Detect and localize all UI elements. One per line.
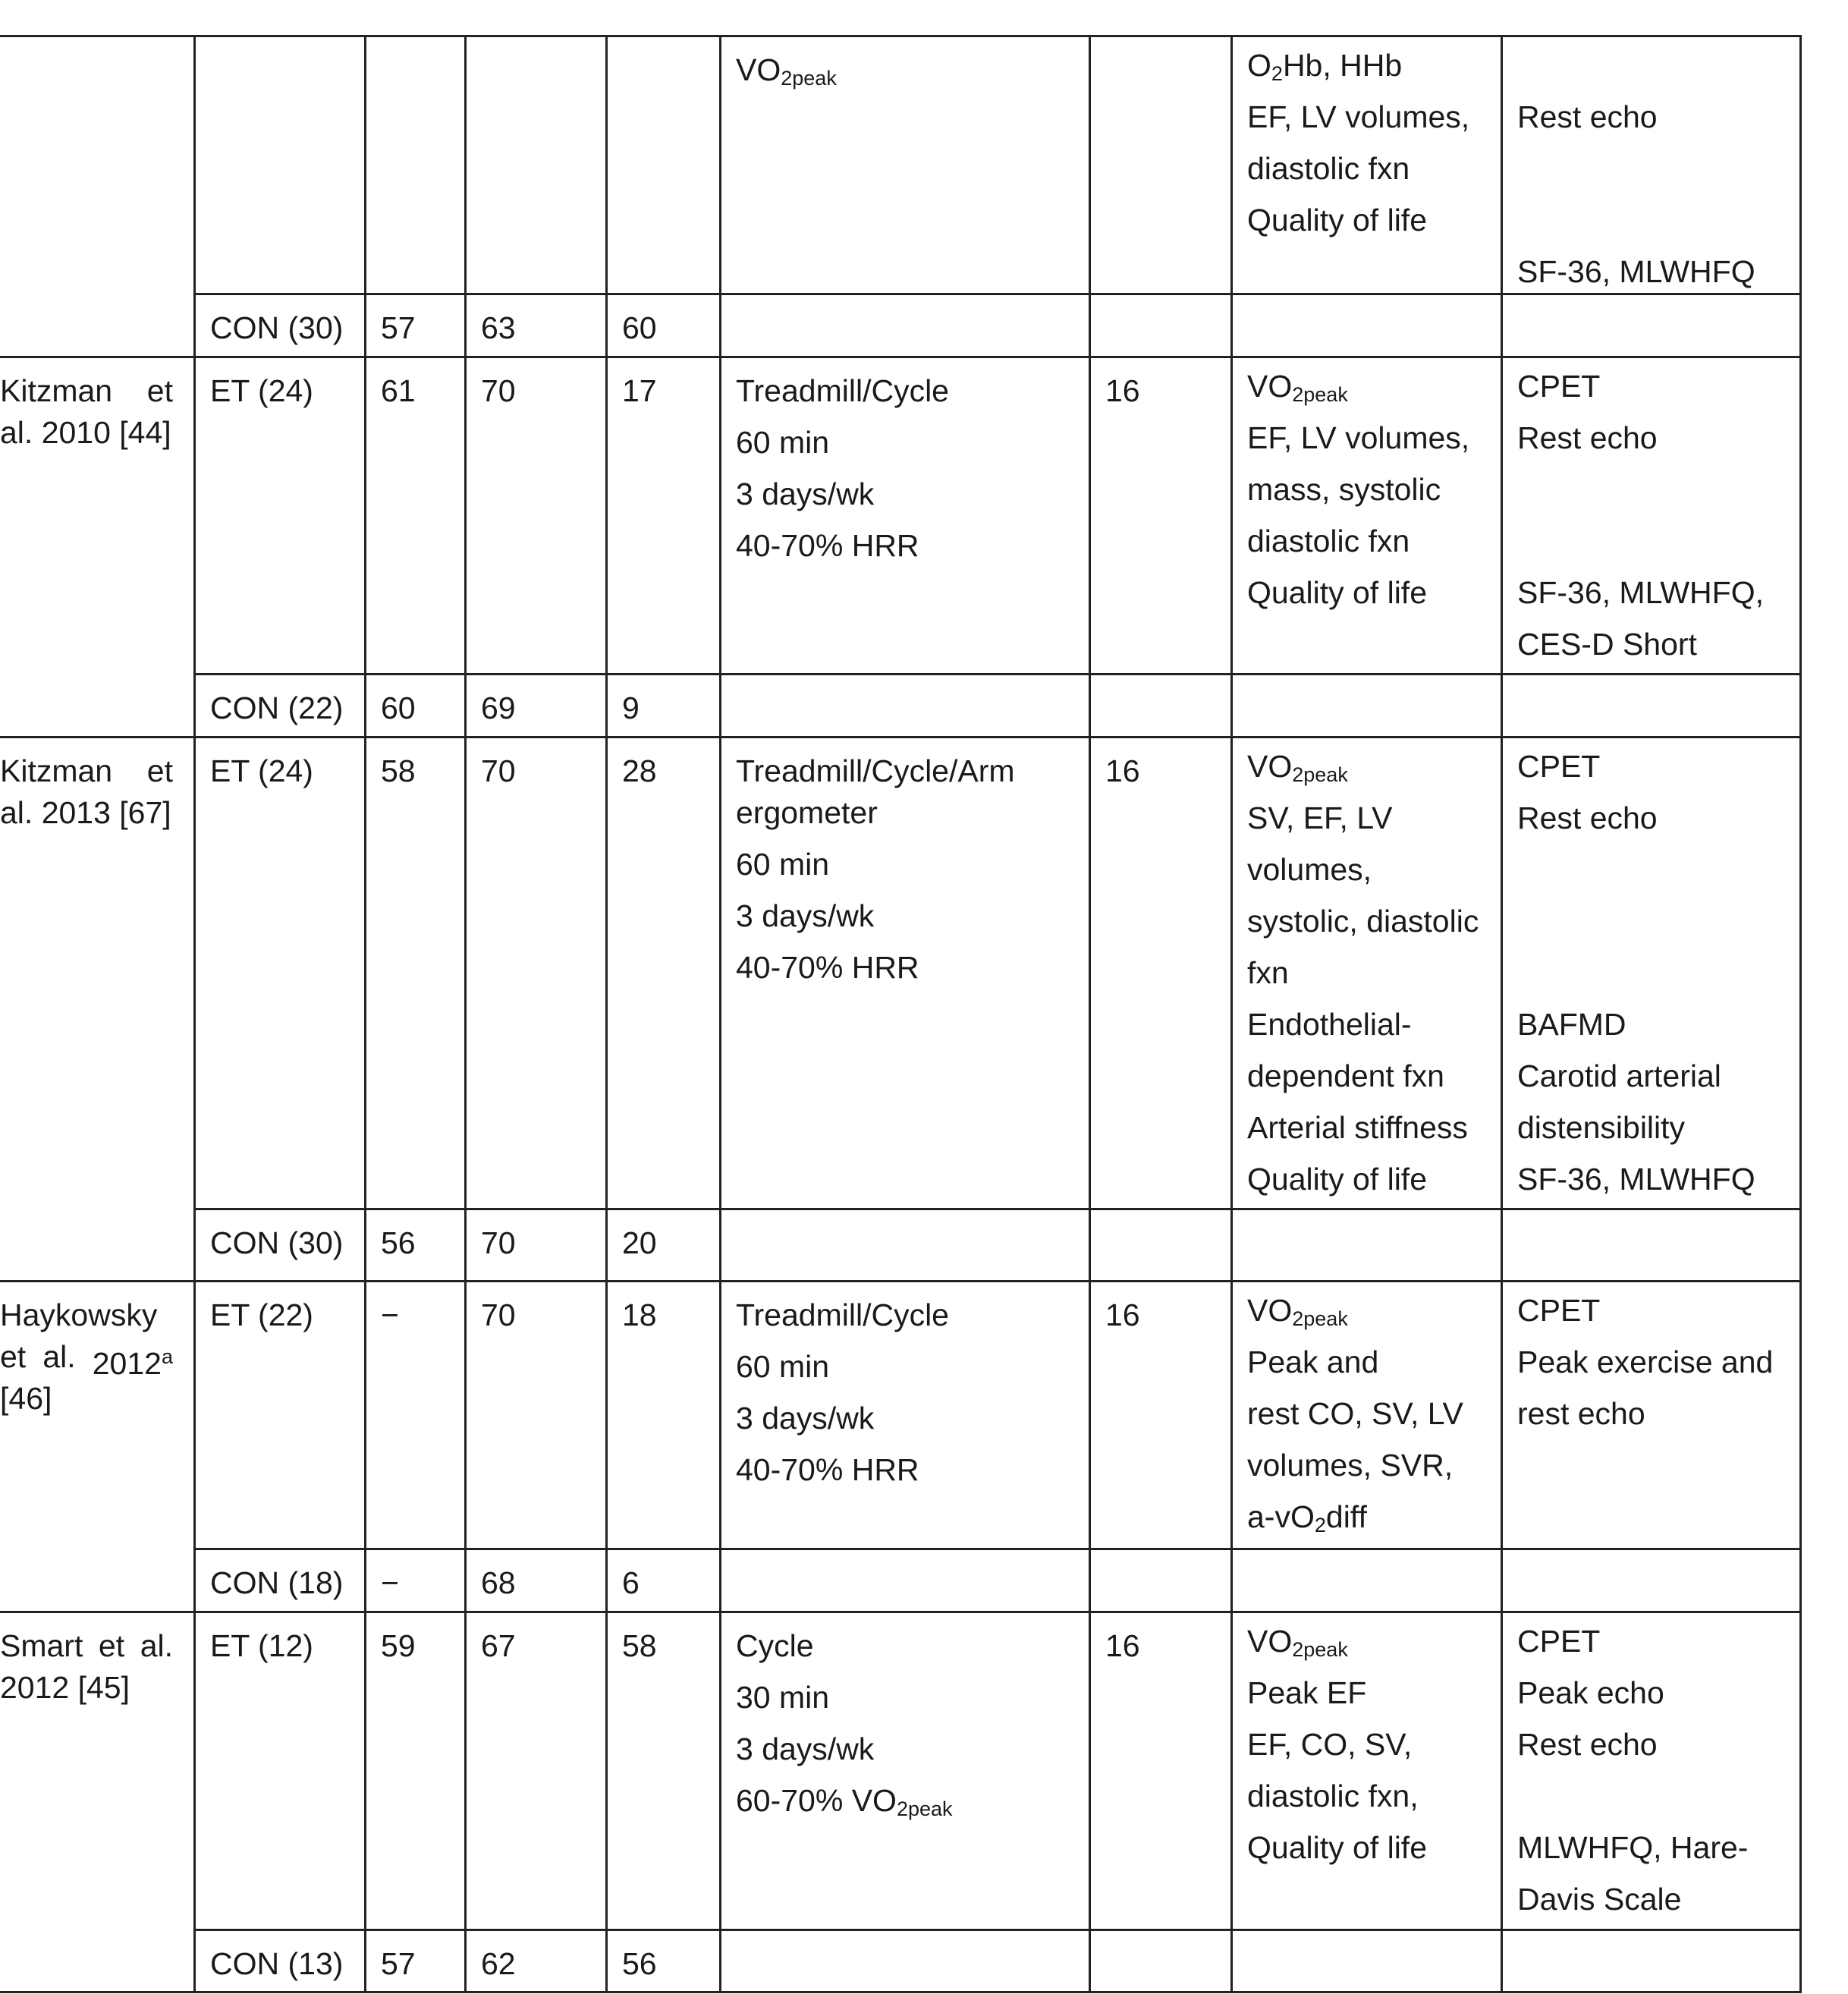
column-divider <box>1799 35 1802 1993</box>
female-percent-cell <box>481 1557 516 1609</box>
protocol-cell <box>736 1620 953 1826</box>
outcome-line <box>1247 567 1469 618</box>
count-cell <box>622 1217 657 1269</box>
column-divider <box>719 35 721 1993</box>
method-line <box>1517 1770 1748 1822</box>
female-percent-cell <box>481 365 516 417</box>
study-text: et <box>146 753 173 788</box>
study-cell <box>0 1289 173 1414</box>
female-percent-cell <box>481 1217 516 1269</box>
outcome-line <box>1247 1770 1427 1822</box>
group-cell <box>210 365 313 417</box>
group-value: ET (12) <box>210 1628 313 1663</box>
count-value: 17 <box>622 373 657 408</box>
study-text: al. <box>42 1339 76 1374</box>
text-run: diastolic fxn, <box>1247 1779 1419 1813</box>
outcome-line <box>1247 194 1469 246</box>
text-run: Quality of life <box>1247 203 1427 237</box>
text-run: dependent fxn <box>1247 1058 1444 1093</box>
methods-cell <box>1517 1285 1773 1439</box>
outcome-line <box>1247 1439 1463 1491</box>
text-run: mass, systolic <box>1247 472 1441 507</box>
outcome-line <box>1247 999 1479 1050</box>
method-line: CES-D Short <box>1517 627 1697 662</box>
female-percent-cell <box>481 1938 516 1989</box>
method-line <box>1517 515 1764 567</box>
count-cell <box>622 682 640 734</box>
study-text: et <box>0 1339 27 1374</box>
female-percent-value: 62 <box>481 1946 516 1981</box>
outcome-line <box>1247 412 1469 464</box>
duration-cell <box>1105 1620 1140 1672</box>
table-top-rule <box>0 35 1802 37</box>
female-percent-cell <box>481 1620 516 1672</box>
study-text: Kitzman <box>0 753 113 788</box>
age-value: − <box>381 1297 399 1332</box>
column-divider <box>193 35 196 1993</box>
protocol-line: Treadmill/Cycle <box>736 373 949 408</box>
female-percent-value: 69 <box>481 690 516 725</box>
methods-cell <box>1517 1615 1748 1925</box>
study-line <box>0 1289 173 1331</box>
study-text-group <box>147 745 173 787</box>
text-run: Peak and <box>1247 1345 1379 1379</box>
text-run: Peak EF <box>1247 1675 1367 1710</box>
group-value: CON (22) <box>210 690 344 725</box>
protocol-line <box>736 44 837 96</box>
study-line <box>0 365 173 407</box>
female-percent-value: 68 <box>481 1565 516 1600</box>
count-value: 6 <box>622 1565 640 1600</box>
age-cell <box>381 1217 416 1269</box>
row-divider <box>193 673 1802 675</box>
count-value: 28 <box>622 753 657 788</box>
study-line <box>0 1331 173 1381</box>
study-text: Smart <box>0 1628 83 1663</box>
method-line: SF-36, MLWHFQ <box>1517 254 1755 289</box>
outcome-line <box>1247 515 1469 567</box>
group-value: CON (30) <box>210 1225 344 1260</box>
study-line <box>0 745 173 787</box>
group-cell <box>210 745 313 797</box>
protocol-cell <box>736 1289 949 1496</box>
count-cell <box>622 1620 657 1672</box>
age-cell <box>381 1620 416 1672</box>
study-text: Kitzman <box>0 373 113 408</box>
text-run: 60-70% VO <box>736 1783 897 1818</box>
text-run: systolic, diastolic <box>1247 904 1479 939</box>
text-run: Quality of life <box>1247 1162 1427 1197</box>
method-line: Rest echo <box>1517 99 1658 134</box>
outcome-line <box>1247 1615 1427 1667</box>
protocol-line: 3 days/wk <box>736 1731 875 1766</box>
outcome-line <box>1247 143 1469 194</box>
age-cell <box>381 1557 399 1609</box>
method-line: rest echo <box>1517 1396 1645 1431</box>
method-line: MLWHFQ, Hare- <box>1517 1830 1749 1865</box>
method-line: Peak exercise and <box>1517 1345 1774 1379</box>
study-divider <box>0 1611 1802 1613</box>
outcome-line <box>1247 1719 1427 1770</box>
text-run: fxn <box>1247 955 1289 990</box>
protocol-line: 40-70% HRR <box>736 1452 919 1487</box>
age-cell <box>381 1289 399 1341</box>
method-line <box>1517 844 1755 895</box>
age-value: 61 <box>381 373 416 408</box>
age-cell <box>381 682 416 734</box>
study-text: al. 2013 [67] <box>0 795 171 830</box>
count-cell <box>622 302 657 354</box>
study-cell <box>0 745 173 829</box>
study-text: [46] <box>0 1381 52 1416</box>
outcome-line <box>1247 464 1469 515</box>
protocol-cell <box>736 44 837 96</box>
methods-cell <box>1517 39 1755 297</box>
method-line: Rest echo <box>1517 1727 1658 1762</box>
protocol-line: 3 days/wk <box>736 898 875 933</box>
methods-cell <box>1517 360 1764 670</box>
study-text-group <box>140 1620 173 1662</box>
count-value: 58 <box>622 1628 657 1663</box>
text-run: Endothelial- <box>1247 1007 1412 1042</box>
study-divider <box>0 736 1802 738</box>
age-value: 56 <box>381 1225 416 1260</box>
protocol-line <box>736 1775 953 1826</box>
row-divider <box>193 1929 1802 1931</box>
outcome-line <box>1247 792 1479 844</box>
subscript: 2peak <box>781 67 837 90</box>
age-cell <box>381 745 416 797</box>
female-percent-cell <box>481 1289 516 1341</box>
outcome-line <box>1247 1822 1427 1873</box>
superscript: a <box>161 1345 173 1368</box>
count-cell <box>622 365 657 417</box>
method-line: SF-36, MLWHFQ <box>1517 1162 1755 1197</box>
subscript: 2peak <box>1292 1638 1348 1661</box>
method-line: CPET <box>1517 749 1601 784</box>
outcome-line <box>1247 1491 1463 1543</box>
methods-cell <box>1517 741 1755 1205</box>
protocol-line: 60 min <box>736 847 830 882</box>
outcome-line <box>1247 1102 1479 1153</box>
method-line <box>1517 947 1755 999</box>
study-text: al. 2010 [44] <box>0 415 171 450</box>
method-line <box>1517 143 1755 194</box>
study-text-group <box>147 365 173 407</box>
age-cell <box>381 302 416 354</box>
outcome-line <box>1247 1336 1463 1388</box>
duration-cell <box>1105 1289 1140 1341</box>
study-text: Haykowsky <box>0 1297 158 1332</box>
female-percent-cell <box>481 302 516 354</box>
female-percent-value: 63 <box>481 310 516 345</box>
row-divider <box>193 1208 1802 1210</box>
text-run: EF, CO, SV, <box>1247 1727 1413 1762</box>
method-line <box>1517 464 1764 515</box>
protocol-cell <box>736 365 949 571</box>
text-run: Quality of life <box>1247 575 1427 610</box>
duration-cell <box>1105 745 1140 797</box>
method-line <box>1517 39 1755 91</box>
column-divider <box>464 35 467 1993</box>
count-cell <box>622 1557 640 1609</box>
method-line: Davis Scale <box>1517 1882 1682 1917</box>
age-value: 59 <box>381 1628 416 1663</box>
group-cell <box>210 1620 313 1672</box>
text-run: VO <box>1247 1624 1293 1659</box>
text-run: SV, EF, LV <box>1247 800 1393 835</box>
group-value: CON (30) <box>210 310 344 345</box>
text-run: diastolic fxn <box>1247 151 1410 186</box>
outcome-line <box>1247 947 1479 999</box>
female-percent-value: 70 <box>481 1297 516 1332</box>
method-line: Peak echo <box>1517 1675 1664 1710</box>
subscript: 2 <box>1314 1514 1326 1536</box>
study-line <box>0 787 173 829</box>
text-run: a-vO <box>1247 1499 1315 1534</box>
age-value: 57 <box>381 1946 416 1981</box>
female-percent-value: 70 <box>481 1225 516 1260</box>
study-divider <box>0 356 1802 358</box>
group-cell <box>210 1938 343 1989</box>
column-divider <box>605 35 608 1993</box>
protocol-line: 3 days/wk <box>736 1401 875 1436</box>
study-text: et <box>98 1628 125 1663</box>
outcome-line <box>1247 1285 1463 1336</box>
outcome-line <box>1247 1153 1479 1205</box>
protocol-line: 40-70% HRR <box>736 528 919 563</box>
column-divider <box>1089 35 1091 1993</box>
outcomes-cell <box>1247 39 1469 246</box>
study-text: et <box>146 373 173 408</box>
group-value: ET (24) <box>210 373 313 408</box>
column-divider <box>1230 35 1233 1993</box>
age-value: 60 <box>381 690 416 725</box>
subscript: 2peak <box>1292 383 1348 406</box>
age-value: − <box>381 1565 399 1600</box>
method-line: CPET <box>1517 1293 1601 1328</box>
method-line: CPET <box>1517 369 1601 404</box>
group-value: ET (24) <box>210 753 313 788</box>
outcome-line <box>1247 1388 1463 1439</box>
text-run: O <box>1247 48 1271 83</box>
subscript: 2peak <box>896 1797 953 1820</box>
outcome-line <box>1247 360 1469 412</box>
count-cell <box>622 745 657 797</box>
study-divider <box>0 1280 1802 1282</box>
protocol-cell <box>736 745 1015 993</box>
study-line <box>0 407 173 448</box>
text-run: Quality of life <box>1247 1830 1427 1865</box>
outcomes-cell <box>1247 741 1479 1205</box>
text-run: volumes, SVR, <box>1247 1448 1454 1483</box>
group-cell <box>210 682 343 734</box>
count-value: 18 <box>622 1297 657 1332</box>
protocol-line: 60 min <box>736 425 830 460</box>
outcomes-cell <box>1247 360 1469 618</box>
group-cell <box>210 302 343 354</box>
table-bottom-rule <box>0 1991 1802 1993</box>
outcome-line <box>1247 91 1469 143</box>
text-run: VO <box>1247 749 1293 784</box>
study-cell <box>0 1620 173 1703</box>
female-percent-value: 67 <box>481 1628 516 1663</box>
duration-value: 16 <box>1105 1628 1140 1663</box>
duration-value: 16 <box>1105 753 1140 788</box>
female-percent-value: 70 <box>481 753 516 788</box>
outcome-line <box>1247 895 1479 947</box>
protocol-line: Treadmill/Cycle <box>736 1297 949 1332</box>
age-cell <box>381 1938 416 1989</box>
protocol-line: 30 min <box>736 1680 830 1715</box>
study-text: al. <box>140 1628 173 1663</box>
outcome-line <box>1247 1667 1427 1719</box>
female-percent-cell <box>481 682 516 734</box>
study-text: 2012 <box>92 1346 162 1381</box>
count-cell <box>622 1289 657 1341</box>
row-divider <box>193 1548 1802 1550</box>
outcome-line <box>1247 741 1479 792</box>
duration-value: 16 <box>1105 1297 1140 1332</box>
text-run: VO <box>1247 1293 1293 1328</box>
group-value: CON (18) <box>210 1565 344 1600</box>
protocol-line: 60 min <box>736 1349 830 1384</box>
count-value: 9 <box>622 690 640 725</box>
method-line: SF-36, MLWHFQ, <box>1517 575 1764 610</box>
count-value: 60 <box>622 310 657 345</box>
subscript: 2 <box>1271 62 1283 85</box>
method-line <box>1517 895 1755 947</box>
female-percent-value: 70 <box>481 373 516 408</box>
text-run: diff <box>1325 1499 1367 1534</box>
subscript: 2peak <box>1292 1307 1348 1330</box>
text-run: VO <box>1247 369 1293 404</box>
method-line <box>1517 194 1755 246</box>
text-run: diastolic fxn <box>1247 524 1410 558</box>
subscript: 2peak <box>1292 763 1348 786</box>
group-cell <box>210 1289 313 1341</box>
protocol-line: 40-70% HRR <box>736 950 919 985</box>
method-line: Rest echo <box>1517 800 1658 835</box>
study-text: 2012 [45] <box>0 1670 130 1705</box>
method-line: distensibility <box>1517 1110 1686 1145</box>
text-run: VO <box>736 52 781 87</box>
method-line: Rest echo <box>1517 420 1658 455</box>
outcomes-cell <box>1247 1615 1427 1873</box>
group-value: ET (22) <box>210 1297 313 1332</box>
text-run: EF, LV volumes, <box>1247 420 1470 455</box>
text-run: Arterial stiffness <box>1247 1110 1468 1145</box>
age-value: 58 <box>381 753 416 788</box>
text-run: Hb, HHb <box>1282 48 1403 83</box>
outcome-line <box>1247 1050 1479 1102</box>
protocol-line: Cycle <box>736 1628 814 1663</box>
protocol-line: ergometer <box>736 795 878 830</box>
count-value: 20 <box>622 1225 657 1260</box>
column-divider <box>1501 35 1503 1993</box>
count-cell <box>622 1938 657 1989</box>
protocol-line: Treadmill/Cycle/Arm <box>736 753 1015 788</box>
outcomes-cell <box>1247 1285 1463 1543</box>
method-line: BAFMD <box>1517 1007 1626 1042</box>
group-cell <box>210 1557 343 1609</box>
text-run: rest CO, SV, LV <box>1247 1396 1463 1431</box>
study-line <box>0 1620 173 1662</box>
protocol-line: 3 days/wk <box>736 476 875 511</box>
study-text-group <box>92 1331 173 1381</box>
duration-cell <box>1105 365 1140 417</box>
female-percent-cell <box>481 745 516 797</box>
text-run: volumes, <box>1247 852 1372 887</box>
outcome-line <box>1247 39 1469 91</box>
method-line: Carotid arterial <box>1517 1058 1721 1093</box>
text-run: EF, LV volumes, <box>1247 99 1470 134</box>
study-cell <box>0 365 173 448</box>
method-line: CPET <box>1517 1624 1601 1659</box>
group-value: CON (13) <box>210 1946 344 1981</box>
duration-value: 16 <box>1105 373 1140 408</box>
age-cell <box>381 365 416 417</box>
age-value: 57 <box>381 310 416 345</box>
column-divider <box>364 35 366 1993</box>
study-line <box>0 1662 173 1703</box>
count-value: 56 <box>622 1946 657 1981</box>
outcome-line <box>1247 844 1479 895</box>
group-cell <box>210 1217 343 1269</box>
